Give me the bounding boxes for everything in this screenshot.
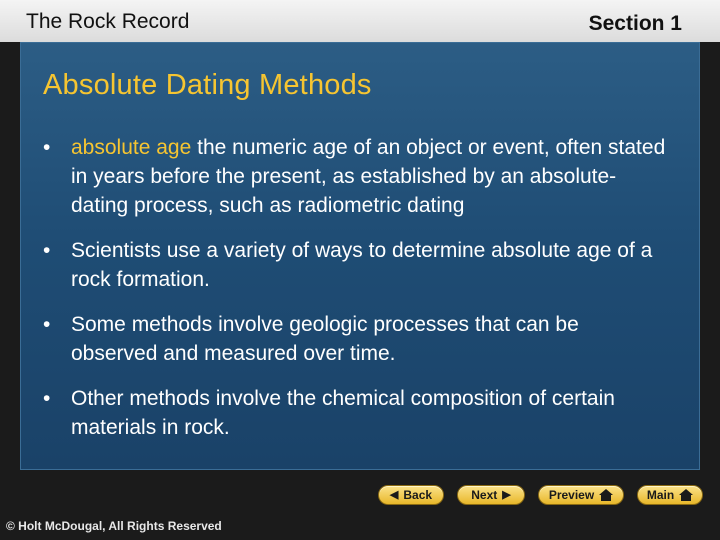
vocabulary-term: absolute age (71, 136, 192, 159)
footer-bar (0, 512, 720, 540)
bullet-item (21, 236, 701, 294)
preview-button[interactable] (538, 485, 624, 505)
bullet-marker: • (43, 387, 51, 410)
bullet-list (21, 133, 701, 458)
next-button[interactable] (457, 485, 525, 505)
copyright-text: © Holt McDougal, All Rights Reserved (6, 519, 222, 533)
main-button-label: Main (646, 488, 675, 502)
section-label: Section 1 (588, 12, 682, 35)
header-bar (0, 0, 720, 42)
home-icon (679, 489, 693, 501)
bullet-item (21, 310, 701, 368)
home-icon (599, 489, 613, 501)
bullet-text: Scientists use a variety of ways to determine absolute age of a rock formation. (71, 239, 653, 291)
next-button-label: Next (471, 488, 498, 502)
bullet-marker: • (43, 313, 51, 336)
bullet-text: the numeric age of an object or event, often stated in years before the present, as established by an absolute-dating process, such as radiometric dating (71, 136, 666, 217)
back-button-label: Back (403, 488, 433, 502)
back-button[interactable] (378, 485, 444, 505)
triangle-left-icon: ◀ (389, 488, 399, 501)
preview-button-label: Preview (548, 488, 595, 502)
chapter-title: The Rock Record (26, 10, 190, 33)
slide-title: Absolute Dating Methods (43, 69, 372, 101)
triangle-right-icon: ▶ (502, 488, 511, 501)
bullet-item (21, 384, 701, 442)
bullet-text: Some methods involve geologic processes that can be observed and measured over time. (71, 313, 579, 365)
slide-content-panel (20, 42, 700, 470)
navigation-bar (0, 485, 720, 507)
bullet-item (21, 133, 701, 220)
bullet-text: Other methods involve the chemical composition of certain materials in rock. (71, 387, 615, 439)
bullet-marker: • (43, 136, 51, 159)
main-button[interactable] (637, 485, 703, 505)
bullet-marker: • (43, 239, 51, 262)
